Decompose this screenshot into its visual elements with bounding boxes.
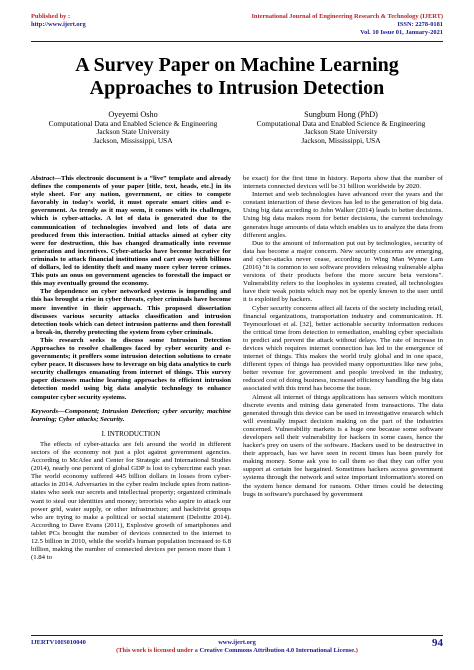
intro-paragraph-1: The effects of cyber-attacks are felt around the world in different sectors of the economy not just a plot against government agencies. According to McAfee and Center for Strategic and International Studies (2014), nearly one percent of global GDP is lost to cybercrime each year. The world economy suffered 445 billion dollars in losses from cyber-attacks in 2014. Adversaries in the cyber realm include spies from nation-states who seek our secrets and intellectual property; organized criminals want to steal our identities and money; terrorists who aspire to attack our power grid, water supply, or other infrastructure; and hacktivist groups who are trying to make a political or social statement (Deloitte 2014). According to Dave Evans (2011), Explosive growth of smartphones and tablet PCs brought the number of devices connected to the internet to 12.5 billion in 2010, while the world's human population increased to 6.8 billion, making the number of connected devices per person more than 1 (1.84 to <box>31 440 231 562</box>
author-name: Oyeyemi Osho <box>108 110 158 119</box>
paper-title <box>31 54 443 100</box>
right-paragraph-2: Internet and web technologies have advanced over the years and the constant interaction of these devices has led to the generation of big data. Using big data according to John Walker (2014) leads to better decisions. Using big data makes room for better decisions, the current technology generates huge amounts of data which enables us to analyze the data from different angles. <box>243 191 443 239</box>
journal-name: International Journal of Engineering Research & Technology (IJERT) <box>251 13 443 20</box>
left-column <box>31 175 231 562</box>
author-department: Computational Data and Enabled Science & Engineering <box>256 118 426 128</box>
page-number: 94 <box>432 637 443 649</box>
paper-title-line-1: A Survey Paper on Machine Learning <box>75 54 399 76</box>
footer-center <box>31 639 443 655</box>
published-by-label: Published by : <box>31 13 71 20</box>
author-block-1 <box>38 111 228 145</box>
footer-paper-id: IJERTV10IS010040 <box>31 639 86 646</box>
author-university: Jackson State University <box>96 127 170 137</box>
license-suffix: ) <box>355 647 358 654</box>
publisher-url-link[interactable]: http://www.ijert.org <box>31 21 86 28</box>
author-city: Jackson, Mississippi, USA <box>93 135 173 145</box>
author-city: Jackson, Mississippi, USA <box>301 135 381 145</box>
paper-title-line-2: Approaches to Intrusion Detection <box>89 77 385 99</box>
keywords <box>31 408 231 424</box>
header-divider <box>31 41 443 42</box>
right-paragraph-1: be exact) for the first time in history. Reports show that the number of internets connected devices will be 31 billion worldwide by 2020. <box>243 175 443 191</box>
abstract-text-1: —This electronic document is a “live” template and already defines the components of your paper [title, text, heads, etc.] in its style sheet. For any nation, government, or cities to compete favorably in today's world, it must operate smart cities and e-government. As trendy as it may seem, it comes with its challenges, which is cyber-attacks. A lot of data is generated due to the communication of technologies involved and lots of data are produced from this interaction. Initial attacks aimed at cyber city were for destruction, this has changed dramatically into revenue generation and incentives. Cyber-attacks have become lucrative for criminals to attack financial institutions and cart away with billions of dollars, led to identity theft and many more cyber terror crimes. This puts an onus on government agencies to forestall the impact or this may eventually ground the economy. <box>31 175 231 288</box>
header-publisher <box>31 13 86 29</box>
license-link[interactable]: Creative Commons Attribution 4.0 International License. <box>199 647 356 654</box>
header-journal <box>251 13 443 37</box>
section-heading: I. INTRODUCTION <box>101 429 161 438</box>
abstract-label: Abstract <box>31 175 55 182</box>
author-name: Sungbum Hong (PhD) <box>304 110 378 119</box>
right-paragraph-3: Due to the amount of information put out by technologies, security of data has become a major concern. New security concerns are emerging, and cyber-attacks never cease, according to Wing Man Wynne Lam (2016) "it is common to see software providers releasing vulnerable alpha versions of their products before the more secure beta versions". Vulnerability refers to the loopholes in systems created, all technologies have their weak points which may not be openly known to the user until it is exploited by hackers. <box>243 239 443 304</box>
journal-issn: ISSN: 2278-0181 <box>397 21 443 28</box>
keywords-label: Keywords— <box>31 407 65 415</box>
right-paragraph-5: Almost all internet of things applications has sensors which monitors discrete events and mining data generated from transactions. The data generated through this device can be used in investigative research which will eventually impact decision making on the part of the industries concerned. Vulnerability markets is a huge one because some software developers sell their vulnerability for hackers in some cases, hence the hacker's prey on users of the software. Hackers used to be destructive in their approach, has we have seen in recent times has been purely for making money. Some ask you to call them so that they can offer you support at certain fee bargained. Sometimes hackers access government systems through the network and seize important information's stored on the system hence demand for ransom. Other times could be detecting bugs in software's purchased by government <box>243 393 443 498</box>
author-department: Computational Data and Enabled Science & Engineering <box>48 118 218 128</box>
abstract-paragraph-1 <box>31 175 231 288</box>
abstract-paragraph-2: The dependence on cyber networked systems is impending and this has brought a rise in cyber threats, cyber criminals have become more inventive in their approach. This proposed dissertation discusses various security attacks classification and intrusion detection tools which can detect intrusion patterns and then forestall a break-in, thereby protecting the system from cyber criminals. <box>31 288 231 336</box>
author-block-2 <box>246 111 436 145</box>
abstract-paragraph-3: This research seeks to discuss some Intrusion Detection Approaches to resolve challenges faced by cyber security and e-governments; it proffers some intrusion detection solutions to create cyber peace. It discusses how to leverage on big data analytics to curb security challenges emanating from internet of things. This survey paper discusses machine learning approaches to efficient intrusion detection model using big data analytic technology to enhance computer cyber security systems. <box>31 336 231 401</box>
license-prefix: (This work is licensed under a <box>116 647 200 654</box>
right-column <box>243 175 443 499</box>
keywords-text: Component; Intrusion Detection; cyber security; machine learning; Cyber attacks; Security. <box>31 407 231 423</box>
footer-divider <box>31 635 443 636</box>
footer-license <box>31 647 443 655</box>
right-paragraph-4: Cyber security concerns affect all facets of the society including retail, financial organizations, transportation industry and communication. H. Teymourlouei et al. [32], better actionable security information reduces the critical time from detection to remediation, enabling cyber specialists to predict and prevent the attack without delays. The rate of increase in devices which requires internet connection has led to the emergence of internet of things. This makes the world truly global and in one space, different types of things has provided many opportunities like new jobs, better revenue for government and people involved in the industry, reduced cost of doing business, increased efficiency handling the big data associated with this trend has become the issue. <box>243 304 443 393</box>
journal-volume: Vol. 10 Issue 01, January-2021 <box>360 29 443 36</box>
footer-site-link[interactable]: www.ijert.org <box>218 639 256 646</box>
author-university: Jackson State University <box>304 127 378 137</box>
